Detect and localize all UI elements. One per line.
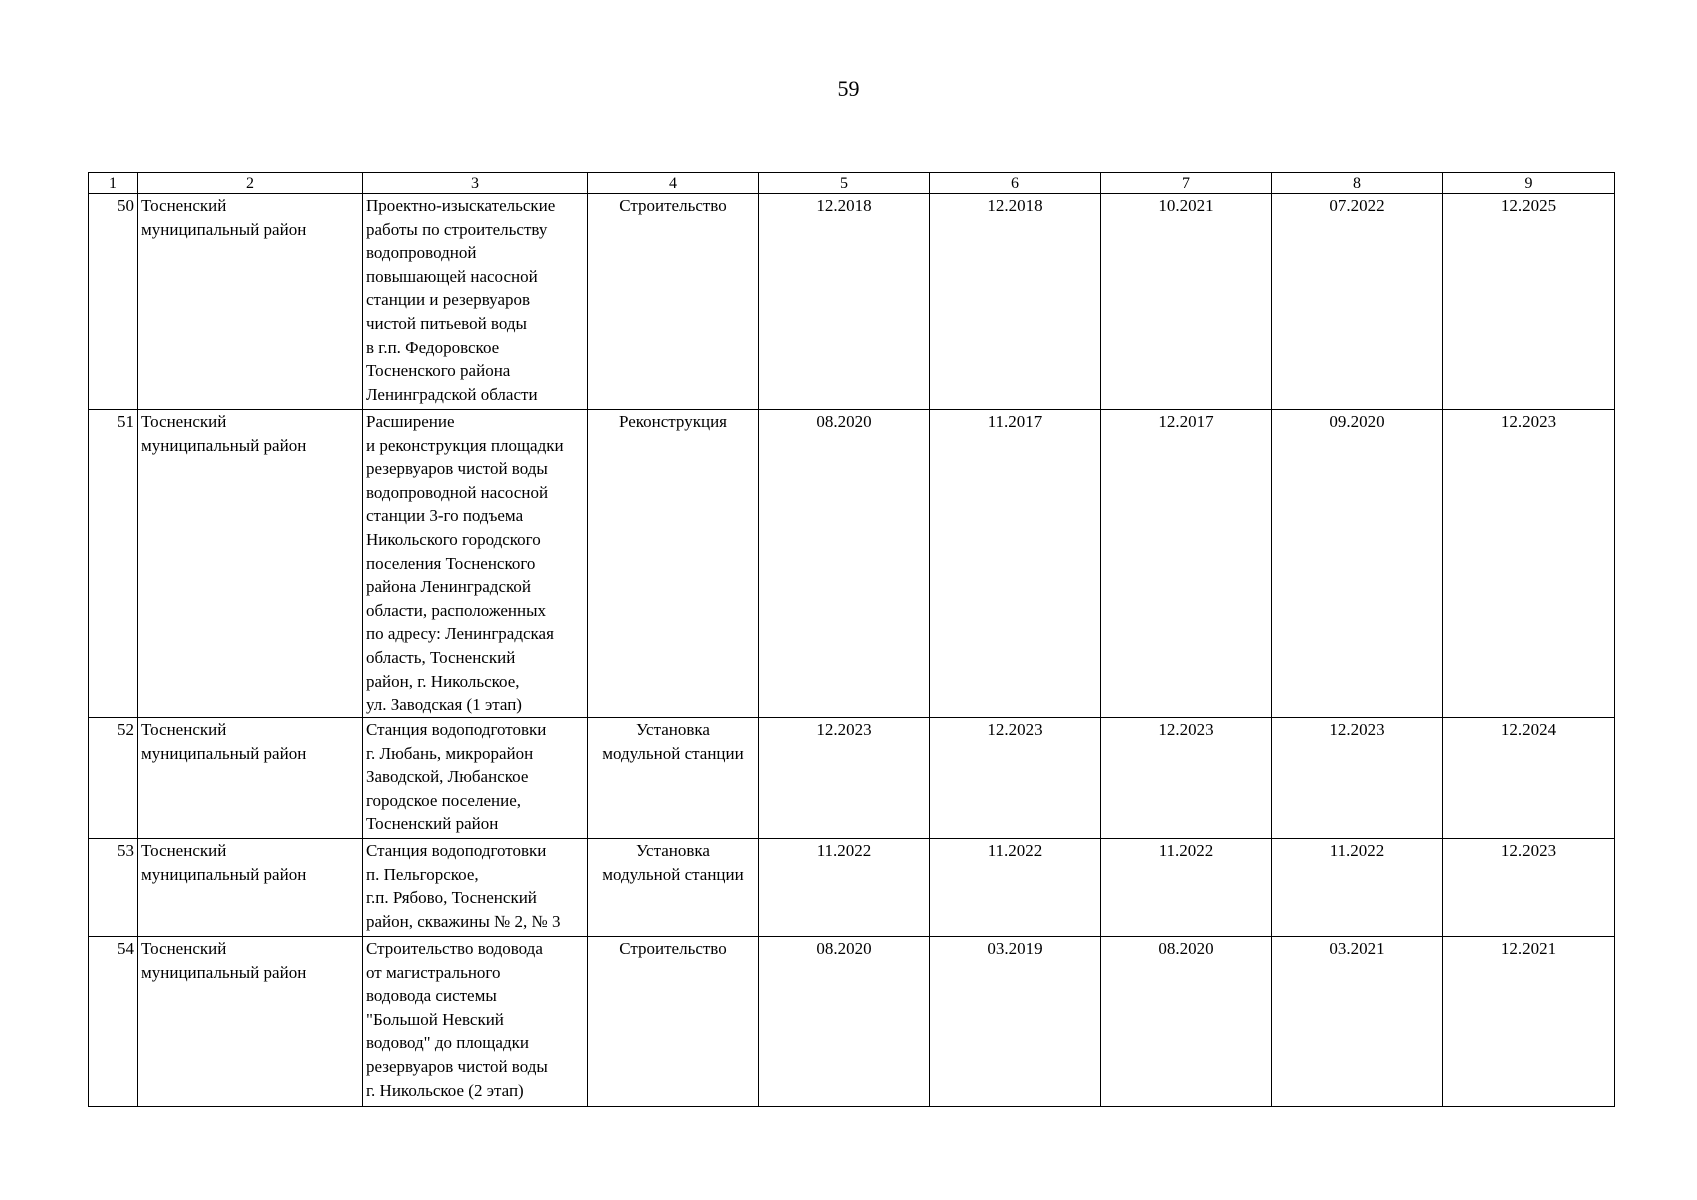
work-type-cell: Установка модульной станции — [588, 718, 759, 839]
date-cell: 11.2022 — [1272, 839, 1443, 937]
work-type-cell: Установка модульной станции — [588, 839, 759, 937]
district-cell: Тосненский муниципальный район — [138, 410, 363, 718]
data-table — [88, 172, 1615, 1107]
row-number: 51 — [89, 410, 138, 718]
object-cell: Станция водоподготовки г. Любань, микрорайон Заводской, Любанское городское поселение, Тосненский район — [363, 718, 588, 839]
date-cell: 10.2021 — [1101, 194, 1272, 410]
object-cell: Проектно-изыскательские работы по строительству водопроводной повышающей насосной станции и резервуаров чистой питьевой воды в г.п. Федоровское Тосненского района Ленинградской области — [363, 194, 588, 410]
date-cell: 12.2023 — [930, 718, 1101, 839]
date-cell: 11.2022 — [930, 839, 1101, 937]
date-cell: 08.2020 — [759, 937, 930, 1107]
date-cell: 03.2019 — [930, 937, 1101, 1107]
column-header: 6 — [930, 173, 1101, 194]
date-cell: 12.2023 — [1101, 718, 1272, 839]
row-number: 52 — [89, 718, 138, 839]
date-cell: 12.2018 — [759, 194, 930, 410]
district-cell: Тосненский муниципальный район — [138, 839, 363, 937]
column-header: 8 — [1272, 173, 1443, 194]
row-number: 54 — [89, 937, 138, 1107]
district-cell: Тосненский муниципальный район — [138, 194, 363, 410]
table-header-row — [89, 173, 1615, 194]
date-cell: 11.2017 — [930, 410, 1101, 718]
table-row — [89, 194, 1615, 410]
page-number: 59 — [837, 76, 860, 101]
date-cell: 09.2020 — [1272, 410, 1443, 718]
date-cell: 03.2021 — [1272, 937, 1443, 1107]
table-row — [89, 937, 1615, 1107]
row-number: 50 — [89, 194, 138, 410]
column-header: 1 — [89, 173, 138, 194]
work-type-cell: Строительство — [588, 937, 759, 1107]
date-cell: 11.2022 — [759, 839, 930, 937]
date-cell: 12.2025 — [1443, 194, 1615, 410]
object-cell: Строительство водовода от магистрального водовода системы "Большой Невский водовод" до площадки резервуаров чистой воды г. Никольское (2 этап) — [363, 937, 588, 1107]
date-cell: 07.2022 — [1272, 194, 1443, 410]
district-cell: Тосненский муниципальный район — [138, 937, 363, 1107]
object-cell: Станция водоподготовки п. Пельгорское, г.п. Рябово, Тосненский район, скважины № 2, № 3 — [363, 839, 588, 937]
date-cell: 08.2020 — [1101, 937, 1272, 1107]
column-header: 4 — [588, 173, 759, 194]
date-cell: 12.2023 — [1443, 410, 1615, 718]
date-cell: 11.2022 — [1101, 839, 1272, 937]
table-row — [89, 718, 1615, 839]
date-cell: 12.2024 — [1443, 718, 1615, 839]
date-cell: 12.2017 — [1101, 410, 1272, 718]
column-header: 3 — [363, 173, 588, 194]
table-row — [89, 839, 1615, 937]
object-cell: Расширение и реконструкция площадки резервуаров чистой воды водопроводной насосной станции 3-го подъема Никольского городского поселения Тосненского района Ленинградской области, расположенных по адресу: Ленинградская область, Тосненский район, г. Никольское, ул. Заводская (1 этап) — [363, 410, 588, 718]
district-cell: Тосненский муниципальный район — [138, 718, 363, 839]
date-cell: 12.2021 — [1443, 937, 1615, 1107]
date-cell: 12.2018 — [930, 194, 1101, 410]
date-cell: 12.2023 — [1272, 718, 1443, 839]
column-header: 9 — [1443, 173, 1615, 194]
column-header: 2 — [138, 173, 363, 194]
date-cell: 12.2023 — [759, 718, 930, 839]
column-header: 5 — [759, 173, 930, 194]
work-type-cell: Реконструкция — [588, 410, 759, 718]
date-cell: 08.2020 — [759, 410, 930, 718]
column-header: 7 — [1101, 173, 1272, 194]
table-row — [89, 410, 1615, 718]
row-number: 53 — [89, 839, 138, 937]
date-cell: 12.2023 — [1443, 839, 1615, 937]
work-type-cell: Строительство — [588, 194, 759, 410]
